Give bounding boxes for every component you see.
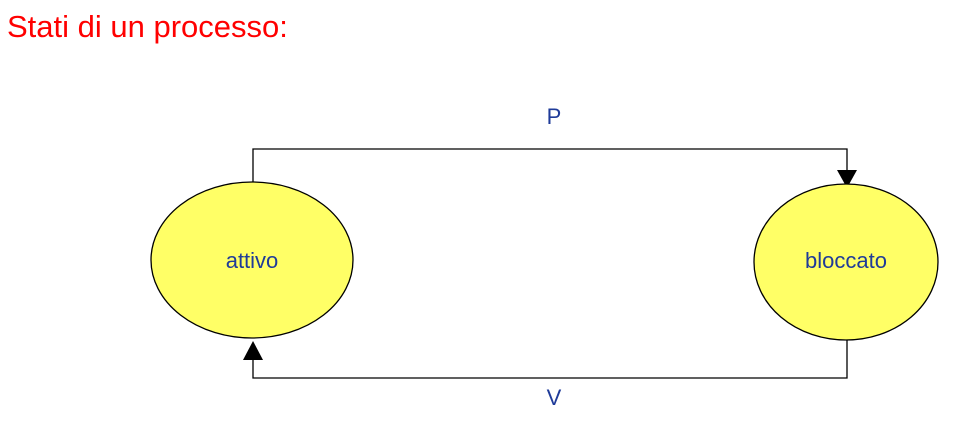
transition-label-p: P [546,104,562,129]
transition-p-line [253,149,847,184]
state-label-blocked: bloccato [805,248,887,273]
transition-v-line [253,340,847,378]
transition-label-v: V [546,385,562,410]
page-title: Stati di un processo: [7,9,288,44]
transition-v-arrowhead [243,341,263,360]
state-label-active: attivo [225,248,279,273]
